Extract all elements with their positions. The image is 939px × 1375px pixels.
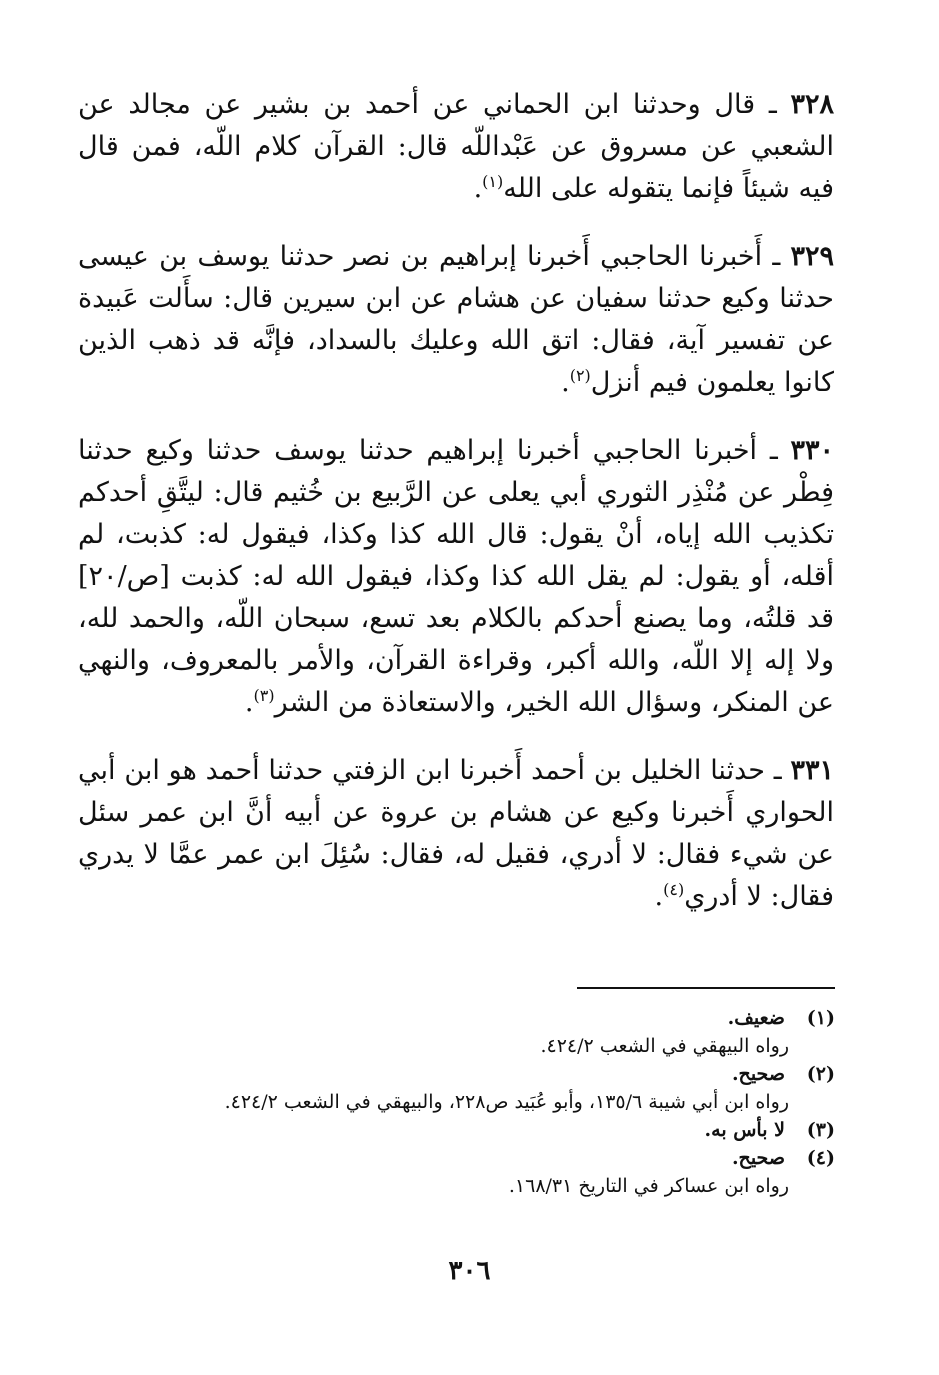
- hadith-330: ٣٣٠ ـ أخبرنا الحاجبي أخبرنا إبراهيم حدثنا يوسف حدثنا وكيع حدثنا فِطْر عن مُنْذِر الثوري أبي يعلى عن الرَّبيع بن خُثيم قال: ليتَّقِ أحدكم تكذيب الله إياه، أنْ يقول: قال الله كذا وكذا، فيقول له: كذبت، لم أقله، أو يقول: لم يقل الله كذا وكذا، فيقول الله له: كذبت [ص/٢٠] قد قلتُه، وما يصنع أحدكم بالكلام بعد تسع، سبحان اللّه، والحمد لله، ولا إله إلا اللّه، والله أكبر، وقراءة القرآن، والأمر بالمعروف، والنهي عن المنكر، وسؤال الله الخير، والاستعاذة من الشر$^{(٣)}$.: [78, 435, 834, 718]
- hadith-331: ٣٣١ ـ حدثنا الخليل بن أحمد أَخبرنا ابن الزفتي حدثنا أحمد هو ابن أبي الحواري أَخبرنا وكيع عن هشام بن عروة عن أبيه أنَّ ابن عمر سئل عن شيء فقال: لا أدري، فقيل له، فقال: سُئِلَ ابن عمر عمَّا لا يدري فقال: لا أدري$^{(٤)}$.: [78, 755, 834, 912]
- dash: ـ: [768, 89, 777, 120]
- hadith-text: حدثنا الخليل بن أحمد أَخبرنا ابن الزفتي حدثنا أحمد هو ابن أبي الحواري أَخبرنا وكيع عن هشام بن عروة عن أبيه أنَّ ابن عمر سئل عن شيء فقال: لا أدري، فقيل له، فقال: سُئِلَ ابن عمر عمَّا لا يدري فقال: لا أدري: [78, 755, 834, 912]
- hadith-number: ٣٢٩: [790, 241, 834, 272]
- footnote-1: [135, 1004, 835, 1032]
- footnotes-section: [135, 1004, 835, 1200]
- footnote-grade: ضعيف.: [727, 1007, 785, 1029]
- footnote-grade: صحيح.: [731, 1147, 785, 1169]
- footnote-reference: (١): [482, 172, 504, 191]
- main-text-body: [78, 84, 834, 944]
- footnote-reference: (٣): [253, 686, 275, 705]
- footnote-marker: (١): [806, 1007, 835, 1029]
- dash: ـ: [769, 435, 778, 466]
- footnote-marker: (٤): [806, 1147, 835, 1169]
- footnote-grade: لا بأس به.: [704, 1119, 785, 1141]
- page-number: ٣٠٦: [448, 1256, 491, 1286]
- footnote-reference: (٤): [663, 880, 685, 899]
- hadith-number: ٣٢٨: [790, 89, 834, 120]
- hadith-number: ٣٣١: [790, 755, 834, 786]
- dash: ـ: [773, 755, 782, 786]
- footnote-3: [135, 1116, 835, 1144]
- dash: ـ: [772, 241, 781, 272]
- footnote-marker: (٢): [806, 1063, 835, 1085]
- footnote-grade: صحيح.: [731, 1063, 785, 1085]
- hadith-number: ٣٣٠: [790, 435, 834, 466]
- footnote-separator-line: [577, 987, 835, 989]
- footnote-reference: (٢): [569, 366, 591, 385]
- hadith-328: ٣٢٨ ـ قال وحدثنا ابن الحماني عن أحمد بن بشير عن مجالد عن الشعبي عن مسروق عن عَبْداللّه قال: القرآن كلام اللّه، فمن قال فيه شيئاً فإنما يتقوله على الله$^{(١)}$.: [78, 89, 834, 204]
- footnote-4: [135, 1144, 835, 1172]
- hadith-329: ٣٢٩ ـ أَخبرنا الحاجبي أَخبرنا إبراهيم بن نصر حدثنا يوسف بن عيسى حدثنا وكيع حدثنا سفيان عن هشام عن ابن سيرين قال: سأَلت عَبيدة عن تفسير آية، فقال: اتق الله وعليك بالسداد، فإنَّه قد ذهب الذين كانوا يعلمون فيم أنزل$^{(٢)}$.: [78, 241, 834, 398]
- footnote-4-source: رواه ابن عساكر في التاريخ ١٦٨/٣١.: [508, 1175, 789, 1197]
- hadith-text: أخبرنا الحاجبي أخبرنا إبراهيم حدثنا يوسف حدثنا وكيع حدثنا فِطْر عن مُنْذِر الثوري أبي يعلى عن الرَّبيع بن خُثيم قال: ليتَّقِ أحدكم تكذيب الله إياه، أنْ يقول: قال الله كذا وكذا، فيقول له: كذبت، لم أقله، أو يقول: لم يقل الله كذا وكذا، فيقول الله له: كذبت [ص/٢٠] قد قلتُه، وما يصنع أحدكم بالكلام بعد تسع، سبحان اللّه، والحمد لله، ولا إله إلا اللّه، والله أكبر، وقراءة القرآن، والأمر بالمعروف، والنهي عن المنكر، وسؤال الله الخير، والاستعاذة من الشر: [78, 435, 834, 718]
- hadith-text: قال وحدثنا ابن الحماني عن أحمد بن بشير عن مجالد عن الشعبي عن مسروق عن عَبْداللّه قال: القرآن كلام اللّه، فمن قال فيه شيئاً فإنما يتقوله على الله: [78, 89, 834, 204]
- footnote-2: [135, 1060, 835, 1088]
- footnote-1-source: رواه البيهقي في الشعب ٤٢٤/٢.: [540, 1035, 789, 1057]
- footnote-2-source: رواه ابن أبي شيبة ١٣٥/٦، وأبو عُبَيد ص٢٢٨، والبيهقي في الشعب ٤٢٤/٢.: [224, 1091, 789, 1113]
- footnote-marker: (٣): [806, 1119, 835, 1141]
- hadith-text: أَخبرنا الحاجبي أَخبرنا إبراهيم بن نصر حدثنا يوسف بن عيسى حدثنا وكيع حدثنا سفيان عن هشام عن ابن سيرين قال: سأَلت عَبيدة عن تفسير آية، فقال: اتق الله وعليك بالسداد، فإنَّه قد ذهب الذين كانوا يعلمون فيم أنزل: [78, 241, 834, 398]
